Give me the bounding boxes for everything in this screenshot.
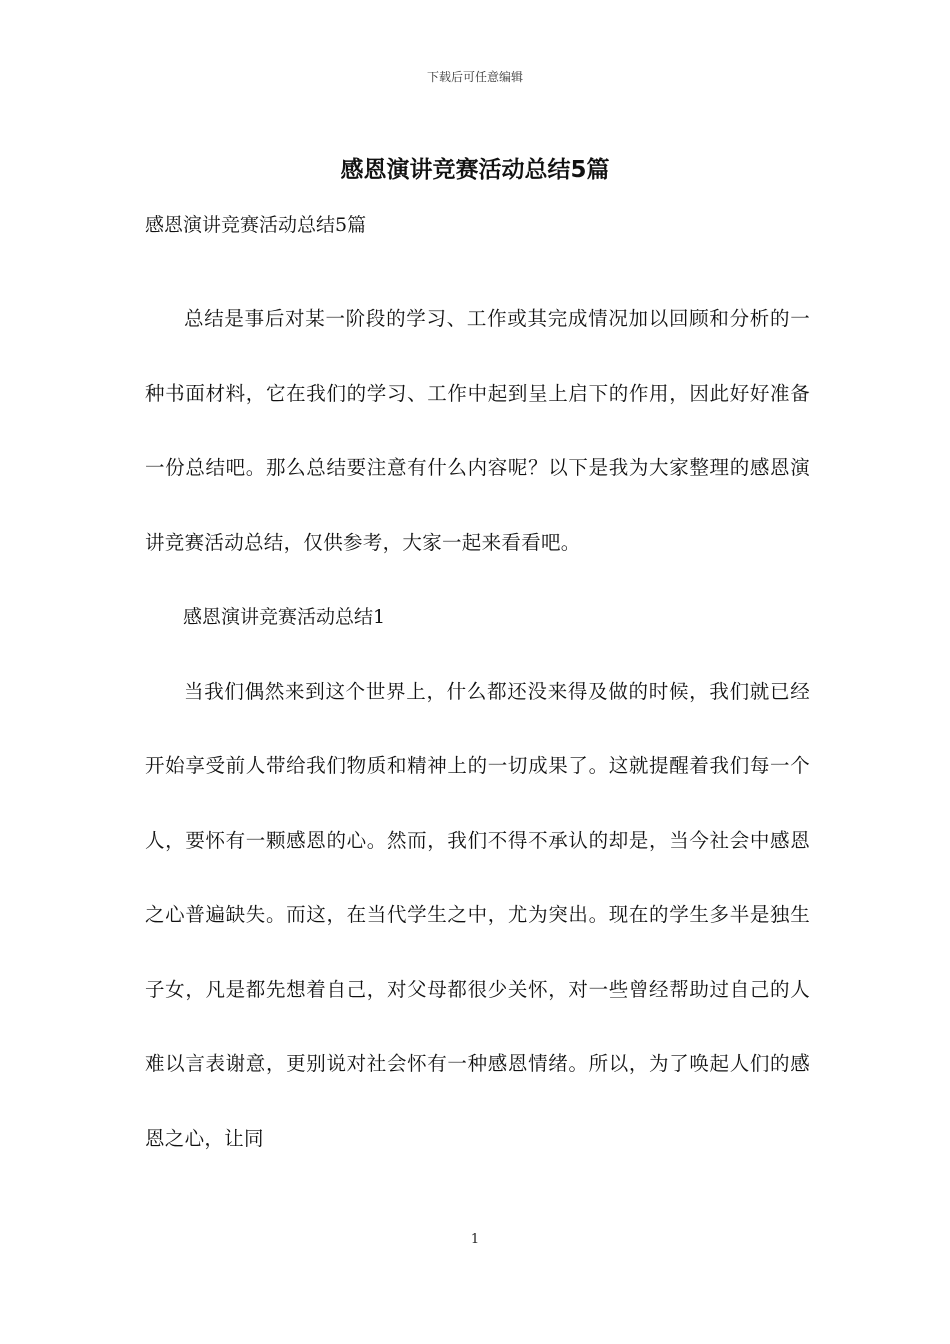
page-number: 1 (470, 1232, 480, 1247)
intro-paragraph: 总结是事后对某一阶段的学习、工作或其完成情况加以回顾和分析的一种书面材料，它在我们的学习、工作中起到呈上启下的作用，因此好好准备一份总结吧。那么总结要注意有什么内容呢？以下是我为大家整理的感恩演讲竞赛活动总结，仅供参考，大家一起来看看吧。 (145, 307, 810, 554)
document-body (145, 282, 810, 1176)
section-paragraph: 当我们偶然来到这个世界上，什么都还没来得及做的时候，我们就已经开始享受前人带给我们物质和精神上的一切成果了。这就提醒着我们每一个人，要怀有一颗感恩的心。然而，我们不得不承认的却是，当今社会中感恩之心普遍缺失。而这，在当代学生之中，尤为突出。现在的学生多半是独生子女，凡是都先想着自己，对父母都很少关怀，对一些曾经帮助过自己的人难以言表谢意，更别说对社会怀有一种感恩情绪。所以，为了唤起人们的感恩之心，让同 (145, 679, 810, 1150)
header-note: 下载后可任意编辑 (426, 70, 523, 84)
section-heading: 感恩演讲竞赛活动总结1 (183, 606, 386, 628)
document-subtitle: 感恩演讲竞赛活动总结5篇 (145, 214, 367, 236)
document-title: 感恩演讲竞赛活动总结5篇 (340, 157, 610, 183)
